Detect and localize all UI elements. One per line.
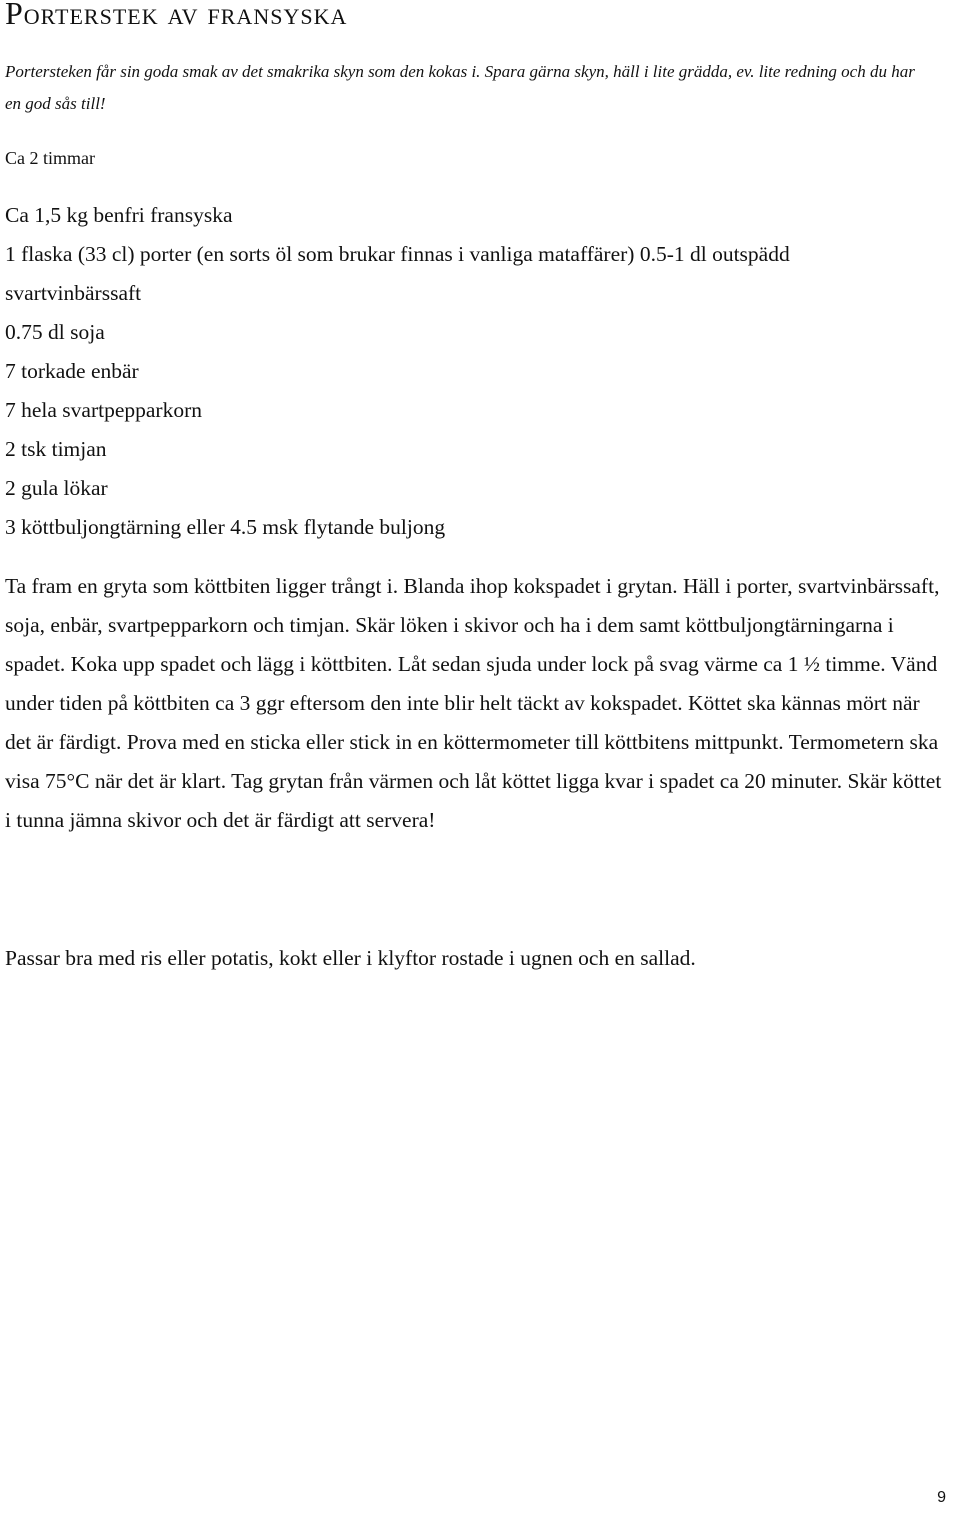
ingredient-item: 0.75 dl soja [5,320,105,344]
ingredient-item: 3 köttbuljongtärning eller 4.5 msk flytande buljong [5,515,446,539]
ingredient-item: 7 hela svartpepparkorn [5,398,203,422]
cooking-time: Ca 2 timmar [5,148,95,168]
recipe-title: Porterstek av fransyska [5,0,348,31]
ingredient-item: Ca 1,5 kg benfri fransyska [5,203,233,227]
ingredient-item: 2 tsk timjan [5,437,107,461]
ingredient-item: 2 gula lökar [5,476,108,500]
page-number: 9 [937,1489,946,1506]
ingredient-list [5,196,940,547]
ingredient-item: 7 torkade enbär [5,359,139,383]
ingredient-item: 1 flaska (33 cl) porter (en sorts öl som brukar finnas i vanliga mataffärer) 0.5-1 dl outspädd svartvinbärssaft [5,242,790,305]
recipe-intro: Portersteken får sin goda smak av det smakrika skyn som den kokas i. Spara gärna skyn, häll i lite grädda, ev. lite redning och du har en god sås till! [5,62,915,113]
serving-suggestion: Passar bra med ris eller potatis, kokt eller i klyftor rostade i ugnen och en sallad. [5,946,696,970]
recipe-instructions: Ta fram en gryta som köttbiten ligger trångt i. Blanda ihop kokspadet i grytan. Häll i porter, svartvinbärssaft, soja, enbär, svartpepparkorn och timjan. Skär löken i skivor och ha i dem samt köttbuljongtärningarna i spadet. Koka upp spadet och lägg i köttbiten. Låt sedan sjuda under lock på svag värme ca 1 ½ timme. Vänd under tiden på köttbiten ca 3 ggr eftersom den inte blir helt täckt av kokspadet. Köttet ska kännas mört när det är färdigt. Prova med en sticka eller stick in en köttermometer till köttbitens mittpunkt. Termometern ska visa 75°C när det är klart. Tag grytan från värmen och låt köttet ligga kvar i spadet ca 20 minuter. Skär köttet i tunna jämna skivor och det är färdigt att servera! [5,574,942,832]
